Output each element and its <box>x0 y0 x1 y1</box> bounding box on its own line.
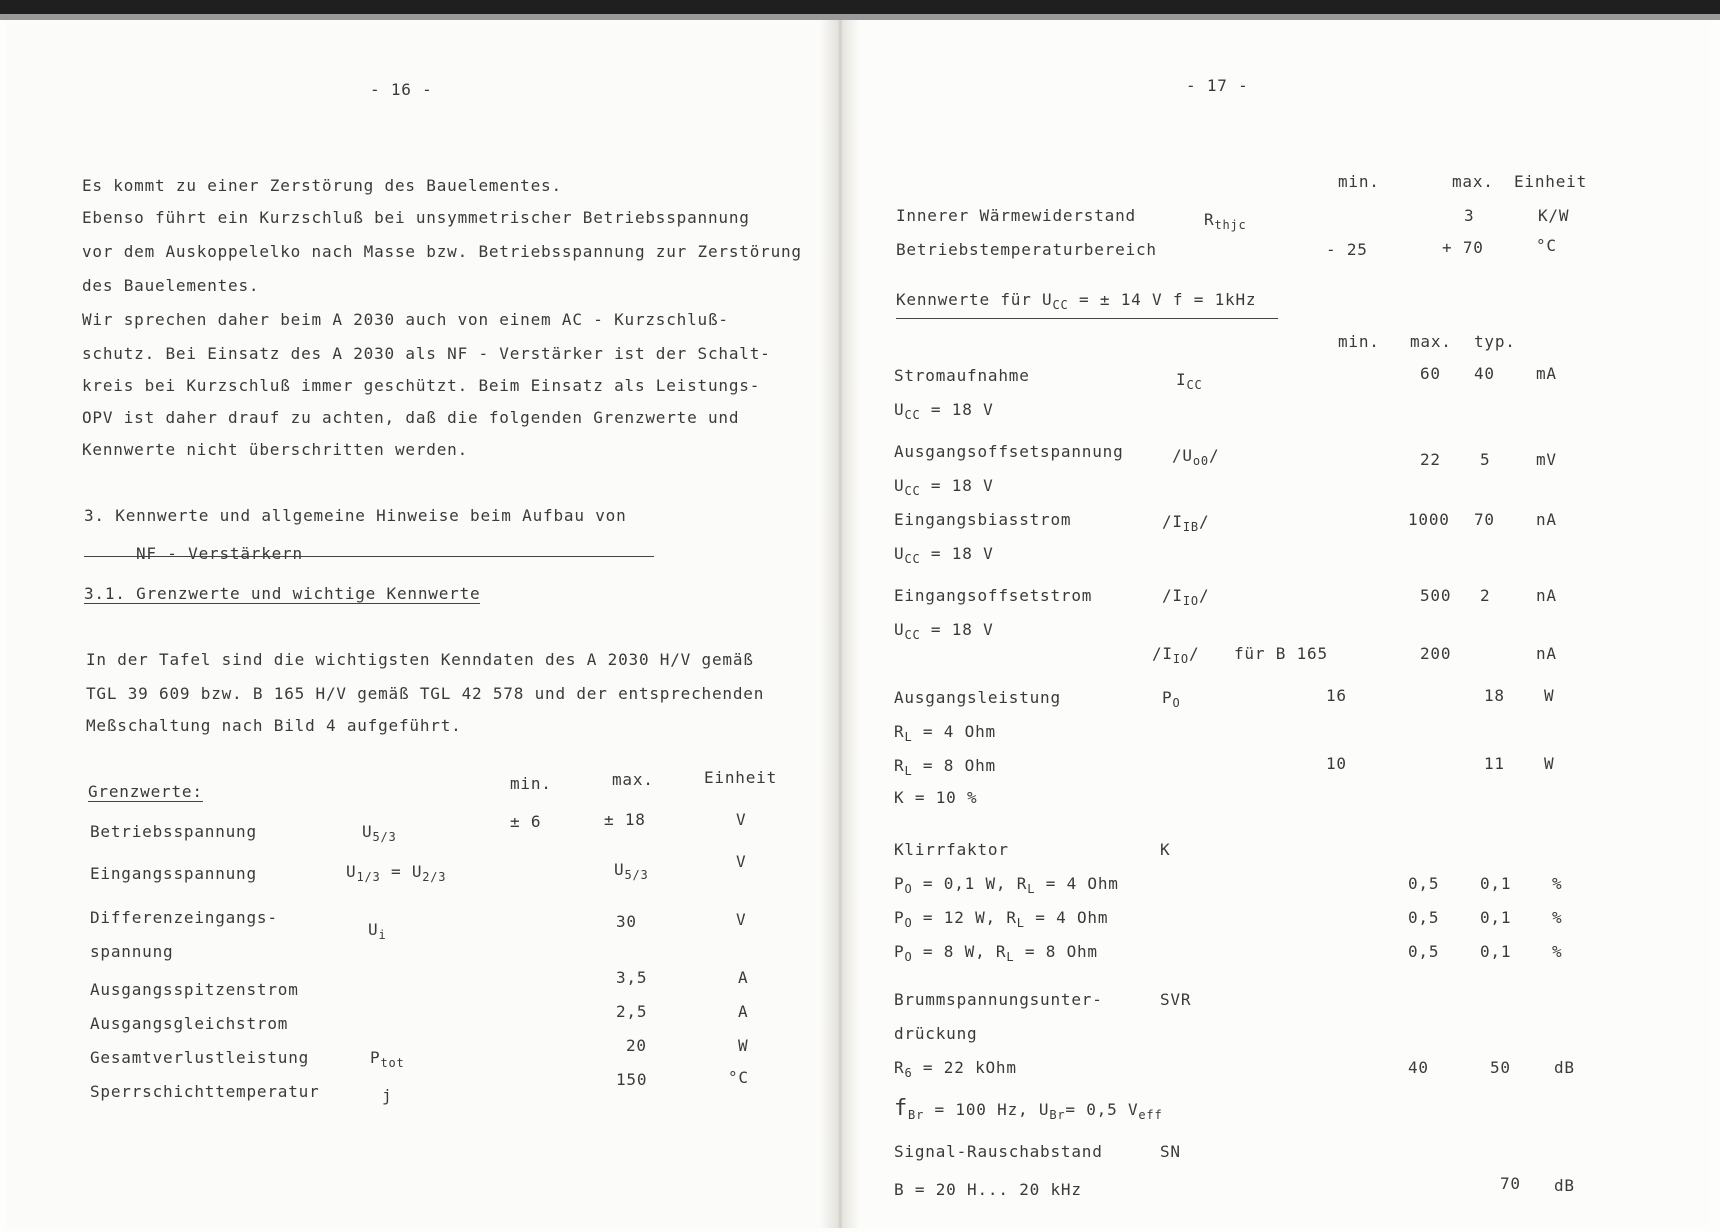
param-name: Eingangsoffsetstrom <box>894 586 1093 605</box>
kennwerte-underline <box>896 318 1278 319</box>
limit-max: 2,5 <box>616 1002 648 1021</box>
limit-name: Sperrschichttemperatur <box>90 1082 320 1101</box>
param-symbol: SN <box>1160 1142 1181 1161</box>
klirr-condition: $P_O = 12$ W, $R_L = 4$ Ohm <box>894 908 1109 930</box>
param-unit: W <box>1544 686 1555 705</box>
param-typ: 40 <box>1474 364 1495 383</box>
book-gutter <box>820 20 860 1228</box>
param-condition: $R_6 = 22$ kOhm <box>894 1058 1017 1080</box>
page-number-17: - 17 - <box>1186 76 1249 95</box>
param-name: Signal-Rauschabstand <box>894 1142 1103 1161</box>
limit-unit: W <box>738 1036 749 1055</box>
param-typ: 70 <box>1474 510 1495 529</box>
param-symbol: SVR <box>1160 990 1192 1009</box>
param-min: 10 <box>1326 754 1347 773</box>
param-condition: $R_L = 4$ Ohm <box>894 722 996 744</box>
limit-name: Betriebsspannung <box>90 822 257 841</box>
col-max: max. <box>612 770 654 789</box>
limit-max: ± 18 <box>604 810 646 829</box>
paragraph-line: In der Tafel sind die wichtigsten Kenndaten des A 2030 H/V gemäß <box>86 650 754 669</box>
paragraph-line: Meßschaltung nach Bild 4 aufgeführt. <box>86 716 462 735</box>
param-max: + 70 <box>1442 238 1484 257</box>
limit-min: ± 6 <box>510 812 542 831</box>
paragraph-line: Wir sprechen daher beim A 2030 auch von einem AC - Kurzschluß- <box>82 310 729 329</box>
paragraph-line: kreis bei Kurzschluß immer geschützt. Beim Einsatz als Leistungs- <box>82 376 761 395</box>
param-min: - 25 <box>1326 240 1368 259</box>
param-name: Klirrfaktor <box>894 840 1009 859</box>
limit-symbol: $U_{5/3}$ <box>362 822 397 844</box>
paragraph-line: Es kommt zu einer Zerstörung des Bauelementes. <box>82 176 562 195</box>
col-min: min. <box>510 774 552 793</box>
param-symbol: $I_{CC}$ <box>1176 370 1203 392</box>
heading-underline <box>84 556 654 557</box>
limit-unit: A <box>738 1002 749 1021</box>
param-name: Betriebstemperaturbereich <box>896 240 1157 259</box>
param-symbol: $P_O$ <box>1162 688 1181 710</box>
param-unit: mA <box>1536 364 1557 383</box>
param-unit: °C <box>1536 236 1557 255</box>
param-name: Eingangsbiasstrom <box>894 510 1072 529</box>
limit-max: 150 <box>616 1070 648 1089</box>
section-3-1-heading: 3.1. Grenzwerte und wichtige Kennwerte <box>84 584 481 603</box>
section-3-heading: 3. Kennwerte und allgemeine Hinweise beim Aufbau von <box>84 506 627 525</box>
col-unit: Einheit <box>1514 172 1588 191</box>
paragraph-line: OPV ist daher drauf zu achten, daß die folgenden Grenzwerte und <box>82 408 740 427</box>
param-name: Stromaufnahme <box>894 366 1030 385</box>
grenzwerte-heading: Grenzwerte: <box>88 782 203 801</box>
klirr-condition: $P_O = 0,1$ W, $R_L = 4$ Ohm <box>894 874 1119 896</box>
limit-symbol: $U_{1/3} = U_{2/3}$ <box>346 862 447 884</box>
param-unit: nA <box>1536 644 1557 663</box>
param-typ: 0,1 <box>1480 874 1512 893</box>
param-symbol: $/I_{IO}/$ <box>1152 644 1200 666</box>
param-typ: 5 <box>1480 450 1491 469</box>
limit-name: Ausgangsgleichstrom <box>90 1014 289 1033</box>
scan-edge <box>0 0 1720 14</box>
limit-unit: A <box>738 968 749 987</box>
param-condition: $U_{CC} = 18$ V <box>894 476 994 498</box>
param-condition: $U_{CC} = 18$ V <box>894 400 994 422</box>
param-max: 0,5 <box>1408 908 1440 927</box>
col-unit: Einheit <box>704 768 778 787</box>
param-symbol: $/I_{IB}/$ <box>1162 512 1210 534</box>
paragraph-line: TGL 39 609 bzw. B 165 H/V gemäß TGL 42 578 und der entsprechenden <box>86 684 765 703</box>
param-max: 200 <box>1420 644 1452 663</box>
param-unit: % <box>1552 874 1563 893</box>
param-max: 0,5 <box>1408 874 1440 893</box>
param-typ: 2 <box>1480 586 1491 605</box>
param-condition: K = 10 % <box>894 788 978 807</box>
paragraph-line: Kennwerte nicht überschritten werden. <box>82 440 469 459</box>
klirr-condition: $P_O = 8$ W, $R_L = 8$ Ohm <box>894 942 1098 964</box>
param-condition: $R_L = 8$ Ohm <box>894 756 996 778</box>
param-symbol: $/I_{IO}/$ <box>1162 586 1210 608</box>
param-symbol: $R_{thjc}$ <box>1204 210 1247 232</box>
param-note: für B 165 <box>1234 644 1328 663</box>
param-unit: dB <box>1554 1176 1575 1195</box>
page-number-16: - 16 - <box>370 80 433 99</box>
paragraph-line: vor dem Auskoppelelko nach Masse bzw. Betriebsspannung zur Zerstörung <box>82 242 802 261</box>
param-condition: $f_{Br} = 100$ Hz, $U_{Br}= 0,5$ $V_{eff}$ <box>894 1096 1163 1122</box>
param-symbol: K <box>1160 840 1171 859</box>
param-unit: % <box>1552 908 1563 927</box>
col-min: min. <box>1338 332 1380 351</box>
param-condition: $U_{CC} = 18$ V <box>894 544 994 566</box>
paragraph-line: des Bauelementes. <box>82 276 260 295</box>
limit-name: Eingangsspannung <box>90 864 257 883</box>
param-unit: mV <box>1536 450 1557 469</box>
kennwerte-title: Kennwerte für $U_{CC}$ = ± 14 V f = 1kHz <box>896 290 1257 312</box>
param-max: 3 <box>1464 206 1475 225</box>
limit-max: 3,5 <box>616 968 648 987</box>
paragraph-line: Ebenso führt ein Kurzschluß bei unsymmetrischer Betriebsspannung <box>82 208 750 227</box>
param-unit: nA <box>1536 586 1557 605</box>
param-name: Innerer Wärmewiderstand <box>896 206 1136 225</box>
col-min: min. <box>1338 172 1380 191</box>
limit-name: Differenzeingangs- <box>90 908 278 927</box>
col-typ: typ. <box>1474 332 1516 351</box>
limit-name: Gesamtverlustleistung <box>90 1048 310 1067</box>
param-max: 40 <box>1408 1058 1429 1077</box>
param-unit: % <box>1552 942 1563 961</box>
limit-unit: V <box>736 910 747 929</box>
limit-symbol: j <box>382 1086 393 1105</box>
limit-max: $U_{5/3}$ <box>614 860 649 882</box>
param-typ: 18 <box>1484 686 1505 705</box>
limit-unit: V <box>736 810 747 829</box>
param-unit: W <box>1544 754 1555 773</box>
param-condition: B = 20 H... 20 kHz <box>894 1180 1082 1199</box>
limit-unit: °C <box>728 1068 749 1087</box>
limit-symbol: $P_{tot}$ <box>370 1048 405 1070</box>
col-max: max. <box>1452 172 1494 191</box>
param-max: 22 <box>1420 450 1441 469</box>
param-symbol: $/U_{o0}/$ <box>1172 446 1220 468</box>
param-name: Ausgangsleistung <box>894 688 1061 707</box>
param-name: Brummspannungsunter- <box>894 990 1103 1009</box>
section-3-heading-cont: NF - Verstärkern <box>136 544 303 563</box>
limit-name: Ausgangsspitzenstrom <box>90 980 299 999</box>
param-typ: 50 <box>1490 1058 1511 1077</box>
limit-unit: V <box>736 852 747 871</box>
param-max: 500 <box>1420 586 1452 605</box>
col-max: max. <box>1410 332 1452 351</box>
param-unit: K/W <box>1538 206 1570 225</box>
param-typ: 11 <box>1484 754 1505 773</box>
param-name-cont: drückung <box>894 1024 978 1043</box>
param-name: Ausgangsoffsetspannung <box>894 442 1124 461</box>
param-condition: $U_{CC} = 18$ V <box>894 620 994 642</box>
limit-max: 20 <box>626 1036 647 1055</box>
limit-name-cont: spannung <box>90 942 174 961</box>
paragraph-line: schutz. Bei Einsatz des A 2030 als NF - Verstärker ist der Schalt- <box>82 344 771 363</box>
limit-symbol: $U_i$ <box>368 920 387 942</box>
param-typ: 70 <box>1500 1174 1521 1193</box>
param-unit: dB <box>1554 1058 1575 1077</box>
param-typ: 0,1 <box>1480 908 1512 927</box>
param-max: 60 <box>1420 364 1441 383</box>
param-min: 16 <box>1326 686 1347 705</box>
param-max: 0,5 <box>1408 942 1440 961</box>
param-unit: nA <box>1536 510 1557 529</box>
left-page <box>6 20 844 1228</box>
limit-max: 30 <box>616 912 637 931</box>
param-max: 1000 <box>1408 510 1450 529</box>
param-typ: 0,1 <box>1480 942 1512 961</box>
